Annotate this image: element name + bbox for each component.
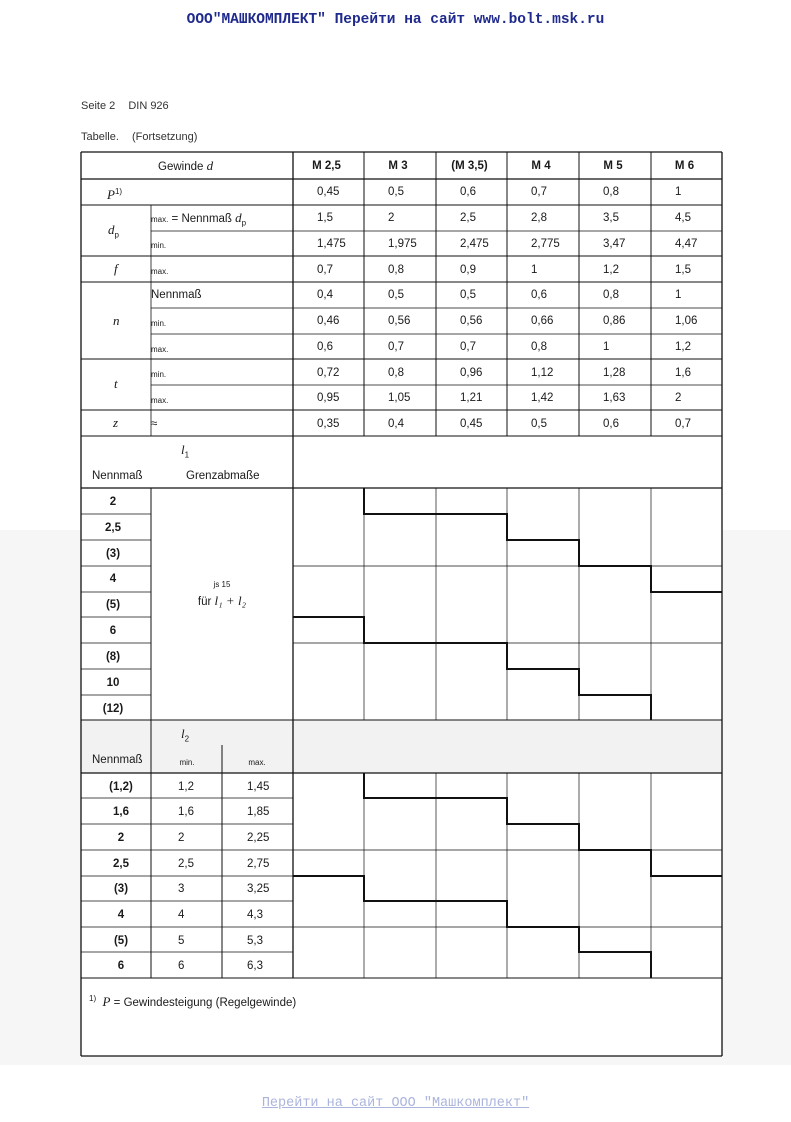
cell-n_min: 0,66 bbox=[531, 315, 554, 327]
l1-nennmass-value: (12) bbox=[102, 703, 124, 715]
js15-label: js 15 bbox=[213, 580, 231, 589]
l2-min-value: 6 bbox=[178, 960, 185, 972]
l2-max-value: 6,3 bbox=[247, 960, 263, 972]
l2-nennmass-value: 2 bbox=[117, 832, 125, 844]
site-footer-link[interactable]: Перейти на сайт ООО "Машкомплект" bbox=[261, 1096, 530, 1111]
norm-label: DIN 926 bbox=[128, 100, 169, 112]
cell-t_max: 1,05 bbox=[388, 392, 411, 404]
cell-z: 0,4 bbox=[388, 418, 404, 430]
cell-n_max: 1 bbox=[603, 341, 610, 353]
cell-t_max: 1,42 bbox=[531, 392, 554, 404]
l2-nennmass-value: 1,6 bbox=[113, 806, 129, 818]
cell-n_min: 0,56 bbox=[388, 315, 411, 327]
cell-t_min: 0,8 bbox=[388, 367, 404, 379]
l2-min-value: 1,6 bbox=[178, 806, 194, 818]
l2-nennmass-value: (3) bbox=[113, 883, 129, 895]
cell-n_nenn: 0,5 bbox=[460, 289, 476, 301]
cell-t_max: 1,21 bbox=[460, 392, 483, 404]
cell-t_max: 1,63 bbox=[603, 392, 626, 404]
footnote: $^{1)}$ P = Gewindesteigung (Regelgewinde) bbox=[89, 993, 297, 1009]
cell-z: 0,35 bbox=[317, 418, 340, 430]
l2-nennmass-value: (5) bbox=[113, 935, 129, 947]
t-label: t bbox=[114, 376, 118, 391]
cell-dp_min: 3,47 bbox=[603, 238, 626, 250]
l1-nennmass-value: (8) bbox=[105, 651, 121, 663]
cell-z: 0,5 bbox=[531, 418, 547, 430]
n-nennmass-label: Nennmaß bbox=[151, 289, 202, 301]
n-max-label: max. bbox=[151, 345, 169, 354]
column-header--M-3-5-: (M 3,5) bbox=[451, 160, 488, 172]
column-header-M-6: M 6 bbox=[674, 160, 695, 172]
cell-f_max: 0,7 bbox=[317, 264, 333, 276]
cell-dp_min: 2,775 bbox=[531, 238, 560, 250]
cell-t_min: 0,96 bbox=[460, 367, 483, 379]
l2-nennmass-value: 4 bbox=[117, 909, 125, 921]
l2-header-right-shade bbox=[293, 720, 722, 773]
l2-max-value: 2,25 bbox=[247, 832, 270, 844]
l2-min-value: 2,5 bbox=[178, 858, 194, 870]
cell-n_min: 0,86 bbox=[603, 315, 626, 327]
cell-f_max: 1,2 bbox=[603, 264, 619, 276]
l1-nennmass-value: 2,5 bbox=[105, 522, 121, 534]
l2-nennmass-value: 6 bbox=[117, 960, 125, 972]
cell-P: 0,45 bbox=[317, 186, 340, 198]
l2-max-value: 5,3 bbox=[247, 935, 263, 947]
cell-dp_min: 2,475 bbox=[460, 238, 489, 250]
cell-dp_min: 4,47 bbox=[675, 238, 698, 250]
cell-t_min: 1,28 bbox=[603, 367, 626, 379]
cell-dp_max: 1,5 bbox=[317, 212, 333, 224]
n-min-label: min. bbox=[151, 319, 167, 328]
cell-dp_max: 2,8 bbox=[531, 212, 547, 224]
cell-P: 0,6 bbox=[460, 186, 476, 198]
l2-min-value: 4 bbox=[178, 909, 185, 921]
cell-z: 0,7 bbox=[675, 418, 691, 430]
js15-scope: für l₁ + l₂ bbox=[197, 593, 247, 608]
cell-z: 0,6 bbox=[603, 418, 619, 430]
caption-continuation: (Fortsetzung) bbox=[131, 131, 198, 143]
l1-header: $l_1$ bbox=[181, 442, 190, 460]
l2-max-value: 1,45 bbox=[247, 781, 270, 793]
l2-nennmass-value: 2,5 bbox=[113, 858, 129, 870]
l2-header: $l_2$ bbox=[181, 726, 190, 744]
l2-max-value: 2,75 bbox=[247, 858, 270, 870]
cell-n_max: 0,8 bbox=[531, 341, 547, 353]
site-header-link[interactable]: ООО"МАШКОМПЛЕКТ" Перейти на сайт www.bolt.msk.ru bbox=[186, 12, 605, 28]
l2-min-value: 1,2 bbox=[178, 781, 194, 793]
f-label: f bbox=[114, 261, 118, 276]
caption-label: Tabelle. bbox=[81, 131, 119, 143]
cell-n_min: 1,06 bbox=[675, 315, 698, 327]
dp-min-label: min. bbox=[151, 241, 167, 250]
z-label: z bbox=[113, 415, 119, 430]
z-approx-label: ≈ bbox=[151, 418, 158, 430]
l1-nennmass-value: 6 bbox=[109, 625, 117, 637]
cell-n_nenn: 0,5 bbox=[388, 289, 404, 301]
cell-f_max: 0,9 bbox=[460, 264, 476, 276]
cell-dp_max: 2 bbox=[388, 212, 395, 224]
l1-nennmass-value: (3) bbox=[105, 548, 121, 560]
cell-P: 0,7 bbox=[531, 186, 547, 198]
l2-max-header: max. bbox=[248, 758, 266, 767]
cell-n_max: 0,7 bbox=[388, 341, 404, 353]
column-header-M-5: M 5 bbox=[603, 160, 623, 172]
cell-dp_max: 2,5 bbox=[460, 212, 476, 224]
cell-t_max: 2 bbox=[675, 392, 682, 404]
cell-t_min: 1,12 bbox=[531, 367, 554, 379]
cell-n_nenn: 0,8 bbox=[603, 289, 619, 301]
dp-max-label: max. = Nennmaß $d_p$ bbox=[151, 210, 247, 228]
dp-label: $d_p$ bbox=[108, 222, 119, 240]
cell-P: 1 bbox=[675, 186, 682, 198]
cell-t_max: 0,95 bbox=[317, 392, 340, 404]
l2-nennmass-header: Nennmaß bbox=[92, 754, 143, 766]
cell-dp_min: 1,975 bbox=[388, 238, 417, 250]
cell-P: 0,5 bbox=[388, 186, 404, 198]
cell-z: 0,45 bbox=[460, 418, 483, 430]
l2-min-value: 5 bbox=[178, 935, 185, 947]
cell-f_max: 1 bbox=[531, 264, 538, 276]
l2-max-value: 1,85 bbox=[247, 806, 270, 818]
cell-f_max: 0,8 bbox=[388, 264, 404, 276]
l2-min-value: 2 bbox=[178, 832, 185, 844]
cell-n_nenn: 0,4 bbox=[317, 289, 333, 301]
gewinde-header: Gewinde d bbox=[158, 158, 214, 173]
cell-f_max: 1,5 bbox=[675, 264, 691, 276]
cell-n_min: 0,56 bbox=[460, 315, 483, 327]
cell-n_max: 0,6 bbox=[317, 341, 333, 353]
cell-n_nenn: 0,6 bbox=[531, 289, 547, 301]
l1-nennmass-header: Nennmaß bbox=[92, 470, 143, 482]
cell-t_min: 0,72 bbox=[317, 367, 340, 379]
f-max-label: max. bbox=[151, 267, 169, 276]
l2-min-header: min. bbox=[179, 758, 195, 767]
l1-nennmass-value: 10 bbox=[106, 677, 120, 689]
cell-P: 0,8 bbox=[603, 186, 619, 198]
cell-dp_max: 3,5 bbox=[603, 212, 619, 224]
l2-min-value: 3 bbox=[178, 883, 185, 895]
l1-grenzabmasse-header: Grenzabmaße bbox=[186, 470, 260, 482]
l2-max-value: 4,3 bbox=[247, 909, 263, 921]
column-header-M-2-5: M 2,5 bbox=[312, 160, 341, 172]
cell-n_max: 0,7 bbox=[460, 341, 476, 353]
pitch-label: $P^{1)}$ bbox=[107, 186, 123, 202]
t-min-label: min. bbox=[151, 370, 167, 379]
l1-nennmass-value: (5) bbox=[105, 599, 121, 611]
l2-max-value: 3,25 bbox=[247, 883, 270, 895]
cell-n_max: 1,2 bbox=[675, 341, 691, 353]
cell-dp_min: 1,475 bbox=[317, 238, 346, 250]
t-max-label: max. bbox=[151, 396, 169, 405]
cell-t_min: 1,6 bbox=[675, 367, 691, 379]
l1-nennmass-value: 4 bbox=[109, 573, 117, 585]
column-header-M-4: M 4 bbox=[531, 160, 551, 172]
n-label: n bbox=[113, 313, 120, 328]
l1-nennmass-value: 2 bbox=[109, 496, 117, 508]
page-number: Seite 2 bbox=[81, 100, 116, 112]
cell-n_min: 0,46 bbox=[317, 315, 340, 327]
cell-n_nenn: 1 bbox=[675, 289, 682, 301]
column-header-M-3: M 3 bbox=[388, 160, 408, 172]
cell-dp_max: 4,5 bbox=[675, 212, 691, 224]
l2-nennmass-value: (1,2) bbox=[109, 781, 133, 793]
